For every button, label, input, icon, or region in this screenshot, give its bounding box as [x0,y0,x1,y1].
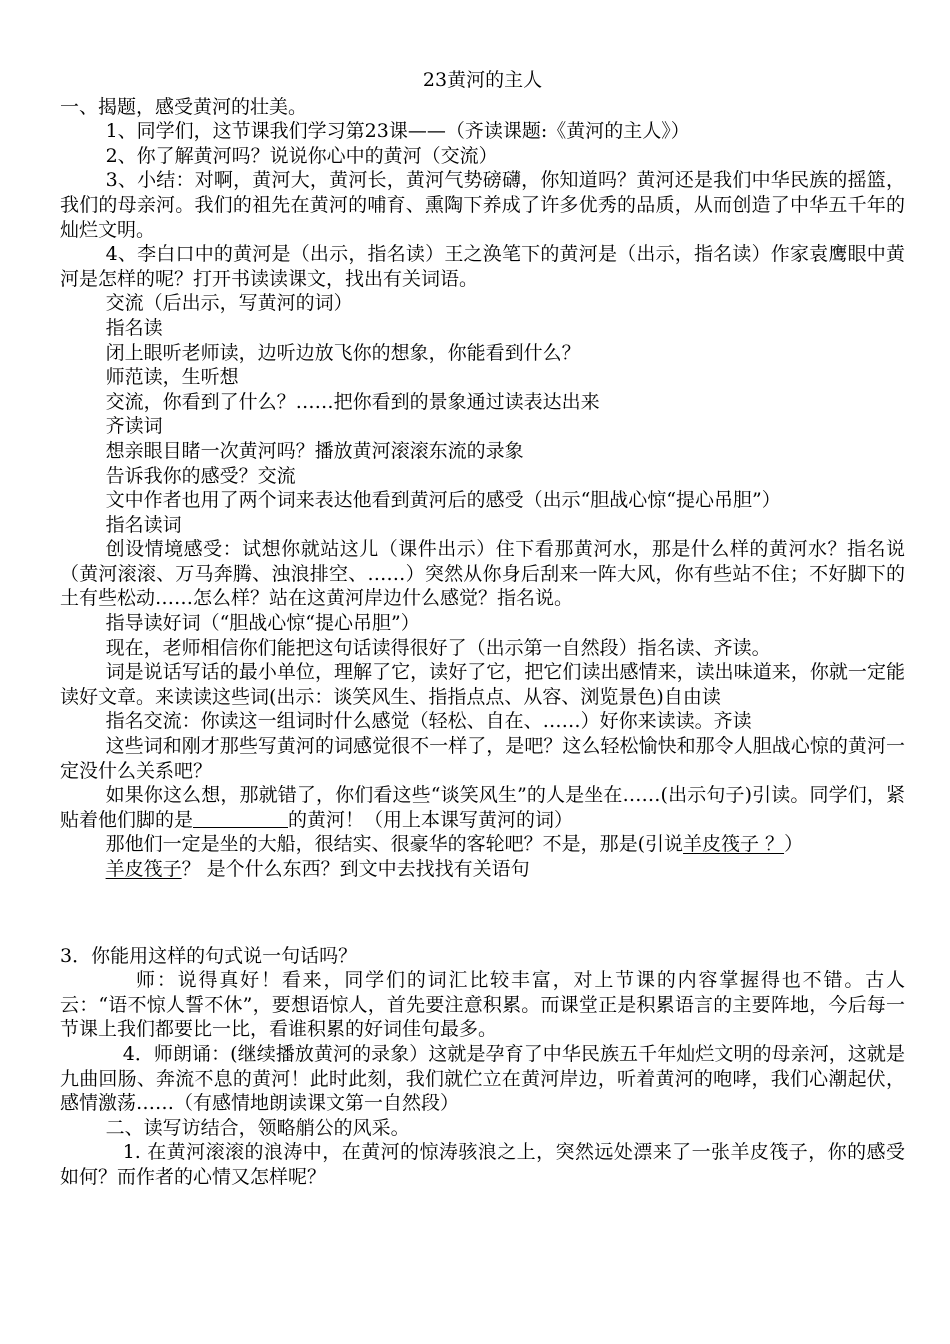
paragraph: 4、李白口中的黄河是（出示，指名读）王之涣笔下的黄河是（出示，指名读）作家袁鹰眼中黄河是怎样的呢？打开书读读课文，找出有关词语。 [60,243,905,290]
underlined-term: 羊皮筏子 ？ [683,833,785,856]
paragraph: 1. 在黄河滚滚的浪涛中，在黄河的惊涛骇浪之上，突然远处漂来了一张羊皮筏子，你的感受如何？而作者的心情又怎样呢？ [60,1141,905,1188]
document-page [60,68,905,1190]
paragraph: 指导读好词（“胆战心惊“提心吊胆”） [105,612,420,635]
paragraph: 指名交流：你读这一组词时什么感觉（轻松、自在、……）好你来读读。齐读 [105,710,752,733]
paragraph: 指名读 [105,316,163,339]
spacer [60,882,905,944]
paragraph: 文中作者也用了两个词来表达他看到黄河后的感受（出示“胆战心惊“提心吊胆”） [105,489,781,512]
paragraph: 1、同学们，这节课我们学习第23课——（齐读课题:《黄河的主人》） [105,120,690,143]
paragraph: 3、小结：对啊，黄河大，黄河长，黄河气势磅礴，你知道吗？黄河还是我们中华民族的摇篮，我们的母亲河。我们的祖先在黄河的哺育、熏陶下养成了许多优秀的品质，从而创造了中华五千年的灿烂文明。 [60,169,905,241]
paragraph: 告诉我你的感受？交流 [105,464,296,487]
paragraph: 交流（后出示，写黄河的词） [105,292,353,315]
text-span: ） [784,833,804,856]
underlined-term: 羊皮筏子 [105,858,182,880]
paragraph: 这些词和刚才那些写黄河的词感觉很不一样了，是吧？这么轻松愉快和那令人胆战心惊的黄河一定没什么关系吧？ [60,735,905,782]
fill-in-blank [193,808,288,828]
text-span: ？ 是个什么东西？到文中去找找有关语句 [181,858,530,880]
paragraph: 师：说得真好！看来，同学们的词汇比较丰富，对上节课的内容掌握得也不错。古人云：“语不惊人誓不休”，要想语惊人，首先要注意积累。而课堂正是积累语言的主要阵地，今后每一节课上我们都要比一比，看谁积累的好词佳句最多。 [60,969,905,1041]
paragraph-with-underline [60,857,905,882]
paragraph: 创设情境感受：试想你就站这儿（课件出示）住下看那黄河水，那是什么样的黄河水？指名说（黄河滚滚、万马奔腾、浊浪排空、……）突然从你身后刮来一阵大风，你有些站不住；不好脚下的土有些松动……怎么样？站在这黄河岸边什么感觉？指名说。 [60,538,905,610]
paragraph: 齐读词 [105,415,163,438]
paragraph: 师范读，生听想 [105,366,239,389]
text-span: 如果你这么想，那就错了，你们看这些“谈笑风生”的人是坐在……(出示句子)引读。同学们，紧贴着他们脚的是 [60,784,905,831]
section2-heading: 二、读写访结合，领略艄公的风采。 [105,1116,410,1139]
section1-heading: 一、揭题，感受黄河的壮美。 [60,95,308,118]
paragraph: 想亲眼目睹一次黄河吗？播放黄河滚滚东流的录象 [105,439,524,462]
text-span: 那他们一定是坐的大船，很结实、很豪华的客轮吧？不是，那是(引说 [105,833,684,856]
paragraph: 2、你了解黄河吗？说说你心中的黄河（交流） [105,144,498,167]
paragraph-with-blank [60,783,905,832]
paragraph: 词是说话写话的最小单位，理解了它，读好了它，把它们读出感情来，读出味道来，你就一定能读好文章。来读读这些词(出示：谈笑风生、指指点点、从容、浏览景色)自由读 [60,661,905,708]
paragraph-with-underline [60,832,905,857]
document-title: 23黄河的主人 [422,69,543,91]
paragraph: 现在，老师相信你们能把这句话读得很好了（出示第一自然段）指名读、齐读。 [105,636,771,659]
text-span: 的黄河！（用上本课写黄河的词） [288,808,574,831]
paragraph: 指名读词 [105,513,182,536]
paragraph: 交流，你看到了什么？……把你看到的景象通过读表达出来 [105,390,600,413]
paragraph: 闭上眼听老师读，边听边放飞你的想象，你能看到什么？ [105,341,581,364]
paragraph: 4．师朗诵：(继续播放黄河的录象）这就是孕育了中华民族五千年灿烂文明的母亲河，这就是九曲回肠、奔流不息的黄河！此时此刻，我们就伫立在黄河岸边，听着黄河的咆哮，我们心潮起伏，感情激荡……（有感情地朗读课文第一自然段） [60,1042,905,1115]
question-line: 3．你能用这样的句式说一句话吗？ [60,944,358,967]
